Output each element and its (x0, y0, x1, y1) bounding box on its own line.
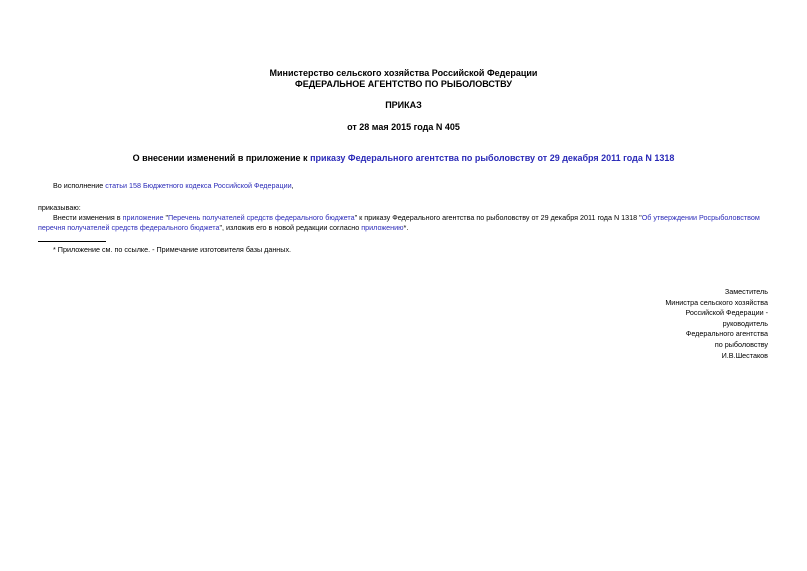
basis-article-link[interactable]: статьи 158 Бюджетного кодекса Российской Федерации (105, 181, 292, 190)
recipients-list-link[interactable]: Перечень получателей средств федерального бюджета (168, 213, 355, 222)
signature-line: Министра сельского хозяйства (665, 297, 768, 307)
title-prefix: О внесении изменений в приложение к (132, 153, 311, 163)
appendix-link[interactable]: приложение (122, 213, 164, 222)
annex-link[interactable]: приложению (361, 223, 404, 232)
basis-prefix: Во исполнение (53, 181, 106, 190)
basis-suffix: , (291, 181, 294, 190)
basis-paragraph (53, 181, 294, 191)
signatory-name: И.В.Шестаков (721, 350, 768, 360)
body-text-5: *. (403, 223, 409, 232)
order-body-paragraph (38, 213, 770, 233)
order-word: приказываю: (38, 203, 81, 212)
document-title (0, 153, 807, 164)
signature-line: Федерального агентства (685, 329, 768, 339)
agency-heading: ФЕДЕРАЛЬНОЕ АГЕНТСТВО ПО РЫБОЛОВСТВУ (295, 79, 512, 89)
ministry-heading: Министерство сельского хозяйства Российской Федерации (269, 68, 538, 78)
date-number-heading: от 28 мая 2015 года N 405 (347, 122, 460, 132)
signature-line: по рыболовству (714, 339, 768, 349)
doc-type-heading: ПРИКАЗ (385, 100, 422, 110)
title-order-link[interactable]: приказу Федерального агентства по рыболовству от 29 декабря 2011 года N 1318 (310, 153, 675, 163)
body-text-1: Внести изменения в (53, 213, 123, 222)
footnote-text: * Приложение см. по ссылке. - Примечание изготовителя базы данных. (53, 245, 292, 254)
body-text-4: ", изложив его в новой редакции согласно (219, 223, 362, 232)
body-text-2: " (163, 213, 169, 222)
signature-line: руководитель (722, 318, 768, 328)
signature-line: Заместитель (724, 287, 768, 296)
body-text-3: " к приказу Федерального агентства по рыболовству от 29 декабря 2011 года N 1318 " (354, 213, 642, 222)
footnote-divider (38, 241, 106, 242)
approval-link[interactable]: Об утверждении Росрыболовством перечня получателей средств федерального бюджета (38, 213, 760, 232)
signature-line: Российской Федерации - (685, 308, 768, 318)
signature-block (665, 287, 768, 361)
